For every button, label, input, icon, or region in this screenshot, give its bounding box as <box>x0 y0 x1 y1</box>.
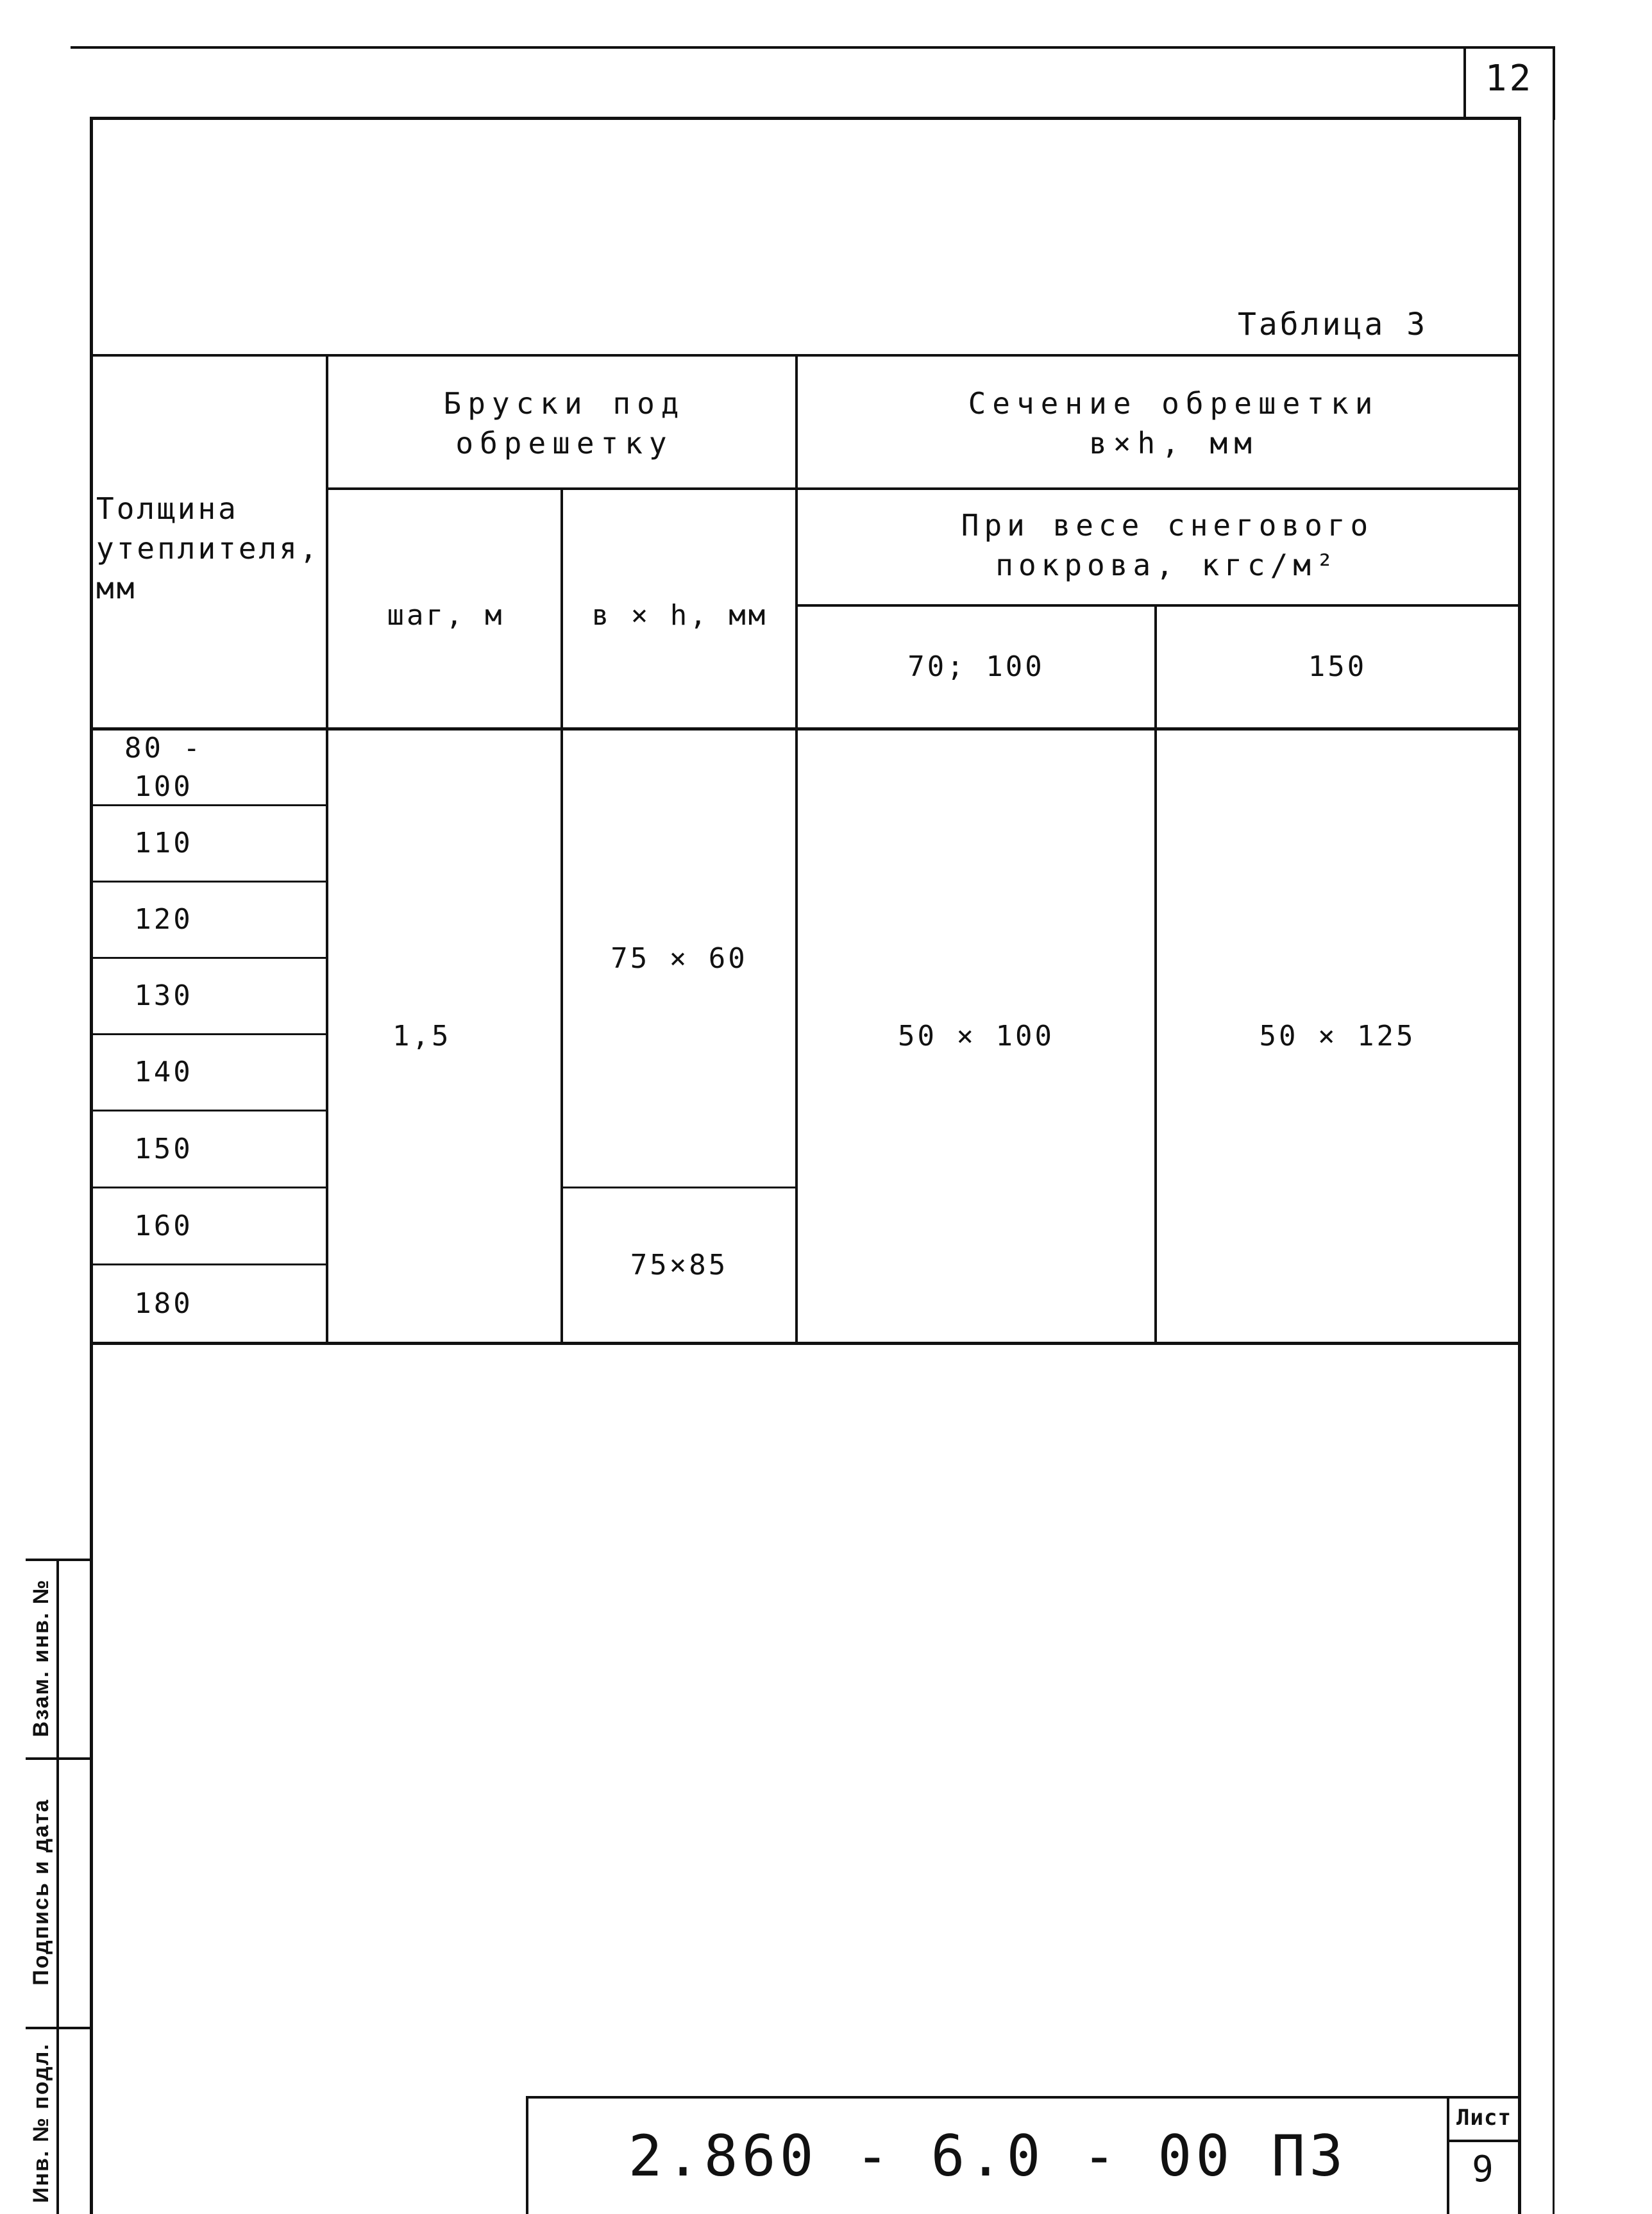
sheet-label: Лист <box>1456 2105 1512 2131</box>
stamp-sep-1 <box>26 1757 90 1760</box>
frame-top <box>90 117 1521 120</box>
stamp-sep-2 <box>26 2027 90 2029</box>
frame-right <box>1518 117 1521 2214</box>
document-code: 2.860 - 6.0 - 00 ПЗ <box>628 2123 1347 2189</box>
top-rule <box>71 46 1555 49</box>
header-snow-150: 150 <box>1308 650 1367 684</box>
header-section-group: Сечение обрешетки в×h, мм <box>968 385 1379 461</box>
section-70-100-value: 50 × 100 <box>898 1019 1054 1052</box>
h-bars-under <box>326 487 1521 490</box>
sheet-number: 9 <box>1472 2149 1496 2190</box>
stamp-vzam-inv: Взам. инв. № <box>29 1578 53 1737</box>
bar-section-top: 75 × 60 <box>611 942 748 975</box>
header-bars-group: Бруски под обрешетку <box>443 385 686 461</box>
thickness-cell-3: 120 <box>134 903 193 936</box>
thickness-cell-8: 180 <box>134 1287 193 1320</box>
header-snow-70-100: 70; 100 <box>907 650 1045 684</box>
step-value: 1,5 <box>392 1019 451 1052</box>
header-bars-step: шаг, м <box>387 599 505 632</box>
thickness-cell-6: 150 <box>134 1132 193 1165</box>
title-block-sheet-left <box>1447 2096 1449 2214</box>
header-bars-section: в × h, мм <box>591 599 768 632</box>
section-150-value: 50 × 125 <box>1259 1019 1416 1052</box>
title-block-sheet-sep <box>1447 2140 1518 2142</box>
stamp-podpis-data: Подпись и дата <box>29 1798 53 1986</box>
thickness-cell-1: 80 - 100 <box>124 732 203 803</box>
title-block-top <box>526 2096 1518 2099</box>
header-snow-weight: При весе снегового покрова, кгс/м² <box>961 507 1374 582</box>
table-bottom <box>90 1342 1521 1345</box>
header-thickness: Толщина утеплителя, мм <box>96 491 320 606</box>
thickness-cell-7: 160 <box>134 1209 193 1242</box>
thickness-cell-5: 140 <box>134 1056 193 1089</box>
stamp-inner-vline <box>56 1559 59 2214</box>
thickness-cell-4: 130 <box>134 979 193 1013</box>
table-top <box>90 354 1521 357</box>
bar-section-bottom: 75×85 <box>630 1248 729 1281</box>
outer-right-rule <box>1553 120 1555 2214</box>
table-caption: Таблица 3 <box>1238 307 1428 342</box>
page-number-box-right <box>1553 46 1555 120</box>
page-number: 12 <box>1485 58 1534 99</box>
stamp-inv-podl: Инв. № подл. <box>29 2043 53 2203</box>
thickness-cell-2: 110 <box>134 827 193 860</box>
